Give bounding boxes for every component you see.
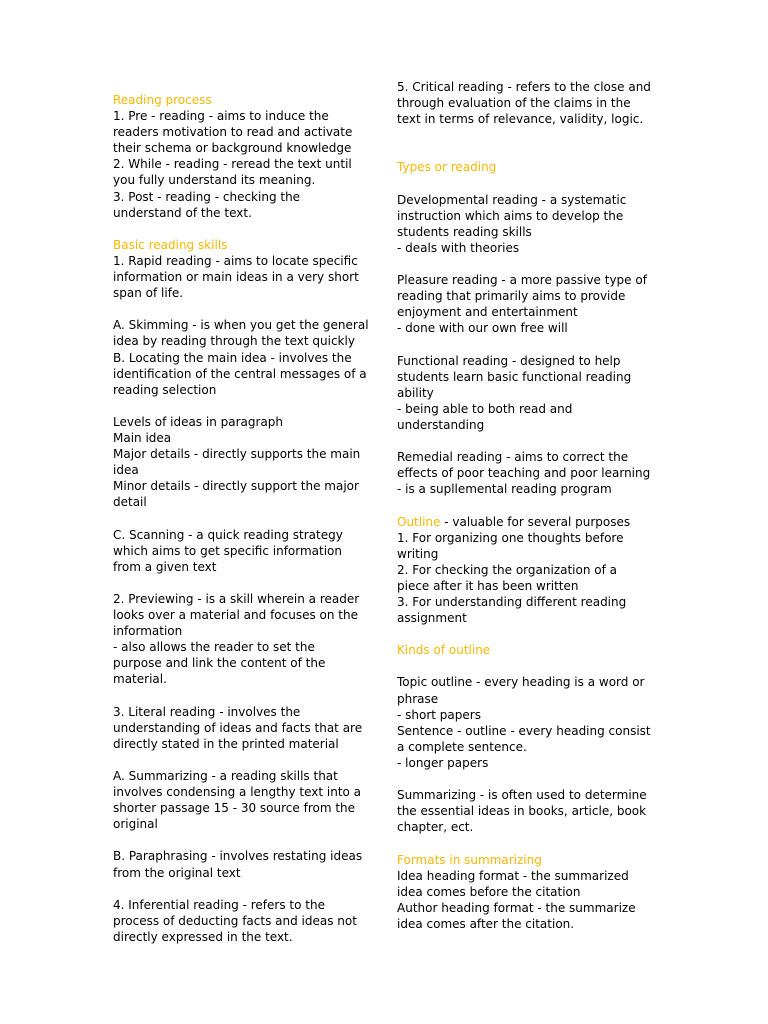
text-line: - short papers <box>397 707 481 722</box>
text-line: instruction which aims to develop the <box>397 208 624 223</box>
text-line: 4. Inferential reading - refers to the <box>113 897 325 912</box>
right-column <box>397 79 659 932</box>
section-heading <box>397 642 659 658</box>
blank-line <box>113 301 375 317</box>
text-line: 3. Literal reading - involves the <box>113 704 301 719</box>
text-line: purpose and link the content of the <box>113 656 326 671</box>
text-line: reading selection <box>113 382 217 397</box>
blank-line <box>113 832 375 848</box>
text-line: - longer papers <box>397 755 489 770</box>
text-line: Author heading format - the summarize <box>397 900 636 915</box>
blank-line <box>397 127 659 143</box>
text-line: process of deducting facts and ideas not <box>113 913 357 928</box>
blank-line <box>113 221 375 237</box>
section-heading <box>113 237 375 253</box>
text-line: looks over a material and focuses on the <box>113 608 358 622</box>
text-line: - done with our own free will <box>397 321 568 336</box>
heading-text: Types or reading <box>397 160 497 175</box>
heading-text: Outline <box>397 514 441 529</box>
text-line: which aims to get specific information <box>113 543 343 558</box>
text-line: Developmental reading - a systematic <box>397 192 627 207</box>
text-line: Minor details - directly support the major <box>113 479 359 494</box>
text-line: 2. While - reading - reread the text until <box>113 157 352 172</box>
text-line: students learn basic functional reading <box>397 369 632 384</box>
text-line: students reading skills <box>397 224 532 239</box>
text-line: idea comes after the citation. <box>397 916 575 931</box>
text-line: material. <box>113 672 167 687</box>
text-line: span of life. <box>113 286 184 301</box>
text-line: Idea heading format - the summarized <box>397 868 629 883</box>
heading-text: Kinds of outline <box>397 643 491 658</box>
blank-line <box>397 143 659 159</box>
heading-text: Reading process <box>113 93 212 107</box>
blank-line <box>113 575 375 591</box>
text-line: A. Skimming - is when you get the general <box>113 318 369 333</box>
section-heading <box>397 852 659 868</box>
section-heading <box>397 514 659 530</box>
text-line: piece after it has been written <box>397 578 579 593</box>
text-line: original <box>113 817 158 832</box>
text-line: their schema or background knowledge <box>113 141 352 156</box>
text-line: effects of poor teaching and poor learning <box>397 466 651 481</box>
blank-line <box>397 337 659 353</box>
text-line: 5. Critical reading - refers to the close and <box>397 80 651 94</box>
text-line: - deals with theories <box>397 240 520 255</box>
section-heading <box>397 159 659 175</box>
text-line: Pleasure reading - a more passive type of <box>397 273 647 288</box>
text-line: idea by reading through the text quickly <box>113 334 355 349</box>
text-line: you fully understand its meaning. <box>113 173 316 188</box>
text-line: phrase <box>397 691 439 706</box>
text-line: 1. Rapid reading - aims to locate specific <box>113 253 358 268</box>
text-line: Major details - directly supports the main <box>113 447 361 462</box>
blank-line <box>397 658 659 674</box>
text-line: - is a supllemental reading program <box>397 482 612 497</box>
text-line: text in terms of relevance, validity, logic. <box>397 112 644 127</box>
text-line: involves condensing a lengthy text into a <box>113 785 362 800</box>
blank-line <box>113 398 375 414</box>
left-column <box>113 92 375 945</box>
text-line: Functional reading - designed to help <box>397 353 621 368</box>
blank-line <box>397 433 659 449</box>
heading-text: Formats in summarizing <box>397 852 542 867</box>
text-line: 1. Pre - reading - aims to induce the <box>113 109 329 124</box>
heading-text: Basic reading skills <box>113 237 228 252</box>
blank-line <box>113 752 375 768</box>
blank-line <box>397 771 659 787</box>
section-heading <box>113 92 375 108</box>
text-line: shorter passage 15 - 30 source from the <box>113 801 356 816</box>
text-line: idea <box>113 463 139 478</box>
text-line: 2. For checking the organization of a <box>397 562 618 577</box>
text-line: chapter, ect. <box>397 820 474 835</box>
blank-line <box>113 510 375 526</box>
text-line: A. Summarizing - a reading skills that <box>113 768 338 783</box>
text-line: understand of the text. <box>113 205 252 220</box>
blank-line <box>397 256 659 272</box>
blank-line <box>397 835 659 851</box>
text-line: information or main ideas in a very short <box>113 270 359 285</box>
text-line: C. Scanning - a quick reading strategy <box>113 527 343 542</box>
text-line: - being able to both read and <box>397 401 573 416</box>
text-line: understanding <box>397 417 485 432</box>
text-line: 3. For understanding different reading <box>397 595 627 609</box>
text-line: readers motivation to read and activate <box>113 125 353 140</box>
text-line: enjoyment and entertainment <box>397 305 578 320</box>
heading-description: - valuable for several purposes <box>440 514 631 529</box>
text-line: Sentence - outline - every heading consist <box>397 723 651 738</box>
text-line: B. Paraphrasing - involves restating ideas <box>113 849 363 864</box>
text-line: the essential ideas in books, article, book <box>397 804 647 819</box>
text-line: idea comes before the citation <box>397 884 581 899</box>
text-line: directly stated in the printed material <box>113 736 339 751</box>
text-line: B. Locating the main idea - involves the <box>113 350 352 365</box>
text-line: assignment <box>397 611 467 626</box>
text-line: from a given text <box>113 559 217 574</box>
text-line: information <box>113 624 183 639</box>
text-line: 1. For organizing one thoughts before <box>397 530 624 545</box>
blank-line <box>397 176 659 192</box>
blank-line <box>397 497 659 513</box>
blank-line <box>113 687 375 703</box>
text-line: a complete sentence. <box>397 739 527 754</box>
text-line: writing <box>397 546 439 561</box>
text-line: Summarizing - is often used to determine <box>397 788 647 803</box>
text-line: reading that primarily aims to provide <box>397 289 626 304</box>
text-line: Topic outline - every heading is a word or <box>397 675 645 690</box>
text-line: 2. Previewing - is a skill wherein a reader <box>113 591 360 606</box>
text-line: 3. Post - reading - checking the <box>113 189 301 204</box>
text-line: - also allows the reader to set the <box>113 640 315 655</box>
text-line: from the original text <box>113 865 241 880</box>
blank-line <box>397 626 659 642</box>
text-line: Remedial reading - aims to correct the <box>397 450 629 465</box>
text-line: Main idea <box>113 430 172 445</box>
text-line: through evaluation of the claims in the <box>397 96 631 111</box>
blank-line <box>113 881 375 897</box>
text-line: identification of the central messages of a <box>113 366 367 381</box>
text-line: directly expressed in the text. <box>113 929 293 944</box>
text-line: detail <box>113 495 147 510</box>
text-line: ability <box>397 385 434 400</box>
text-line: Levels of ideas in paragraph <box>113 414 284 429</box>
text-line: understanding of ideas and facts that are <box>113 720 363 735</box>
